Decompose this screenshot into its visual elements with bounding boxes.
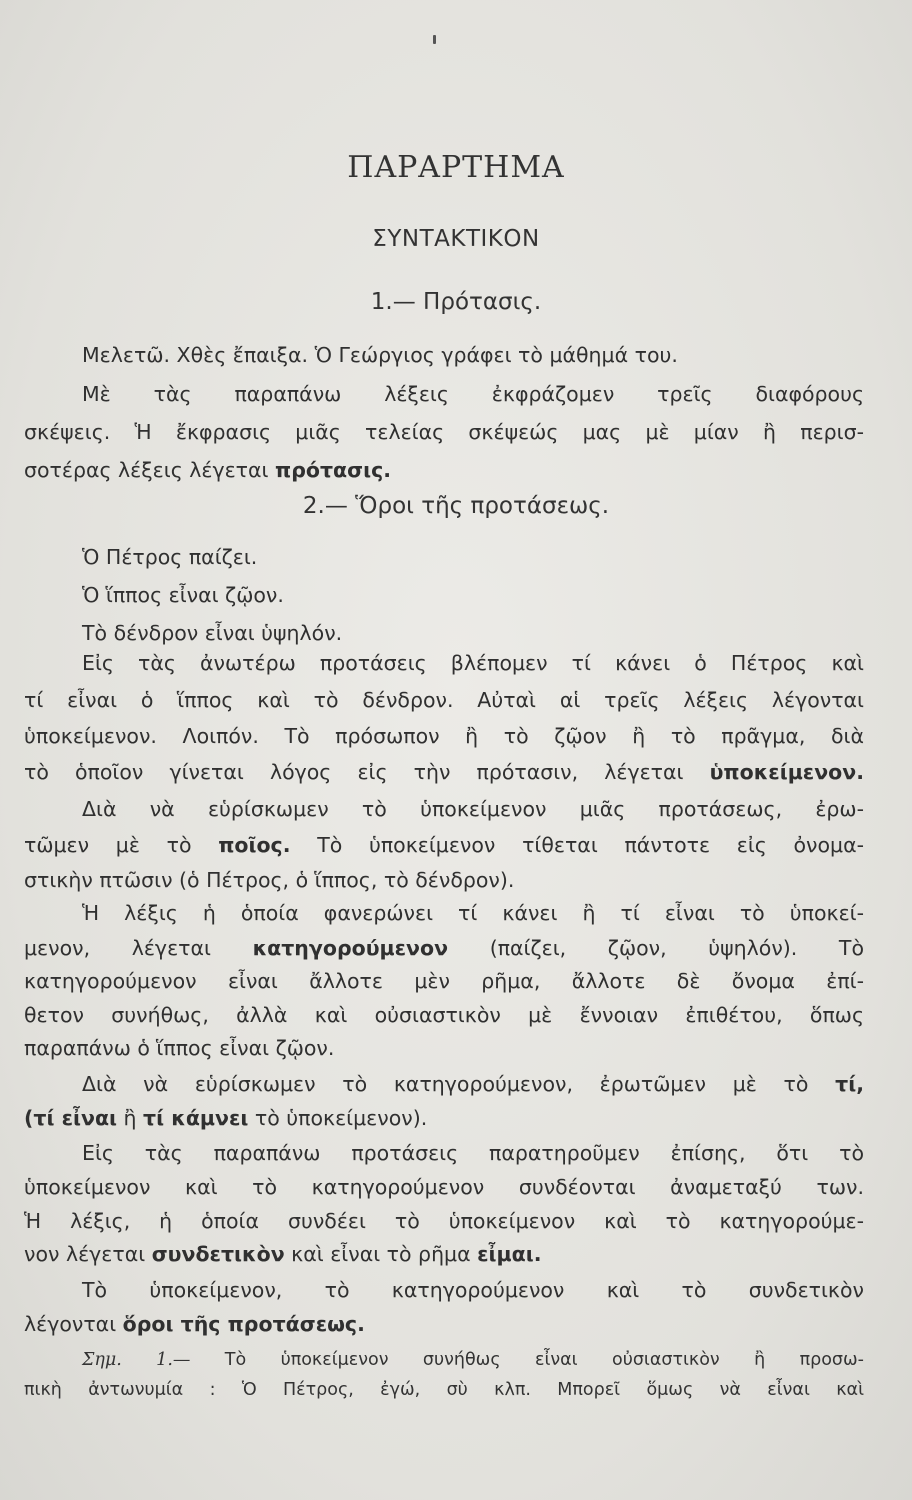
page-subtitle: ΣΥΝΤΑΚΤΙΚΟΝ xyxy=(372,226,540,252)
text-line: Εἰς τὰς ἀνωτέρω προτάσεις βλέπομεν τί κάνει ὁ Πέτρος καὶ xyxy=(82,651,864,675)
text-line: (τί εἶναι ἢ τί κάμνει τὸ ὑποκείμενον). xyxy=(24,1106,428,1130)
text-line: σκέψεις. Ἡ ἔκφρασις μιᾶς τελείας σκέψεώς μας μὲ μίαν ἢ περισ- xyxy=(24,420,864,444)
term-poios: ποῖος. xyxy=(218,833,291,857)
example-line: Ὁ ἵππος εἶναι ζῷον. xyxy=(82,583,284,607)
text-line: Εἰς τὰς παραπάνω προτάσεις παρατηροῦμεν ἐπίσης, ὅτι τὸ xyxy=(82,1141,864,1165)
text-line: Μελετῶ. Χθὲς ἔπαιξα. Ὁ Γεώργιος γράφει τὸ μάθημά του. xyxy=(82,343,678,367)
example-line: Τὸ δένδρον εἶναι ὑψηλόν. xyxy=(82,621,343,645)
text-line: Διὰ νὰ εὑρίσκωμεν τὸ κατηγορούμενον, ἐρωτῶμεν μὲ τὸ τί, xyxy=(82,1072,864,1096)
term-ypokeimenon: ὑποκείμενον. xyxy=(709,760,864,784)
text-line: μενον, λέγεται κατηγορούμενον (παίζει, ζῷον, ὑψηλόν). Τὸ xyxy=(24,936,864,960)
example-line: Ὁ Πέτρος παίζει. xyxy=(82,545,258,569)
text-line: νον λέγεται συνδετικὸν καὶ εἶναι τὸ ρῆμα εἶμαι. xyxy=(24,1242,542,1266)
text-line: τῶμεν μὲ τὸ ποῖος. Τὸ ὑποκείμενον τίθεται πάντοτε εἰς ὀνομα- xyxy=(24,833,865,857)
term-katigoroumenon: κατηγορούμενον xyxy=(252,936,449,960)
text-line: Ἡ λέξις ἡ ὁποία φανερώνει τί κάνει ἢ τί εἶναι τὸ ὑποκεί- xyxy=(82,901,864,925)
text-line: Διὰ νὰ εὑρίσκωμεν τὸ ὑποκείμενον μιᾶς προτάσεως, ἐρω- xyxy=(82,797,864,821)
text-line: ὑποκείμενον καὶ τὸ κατηγορούμενον συνδέονται ἀναμεταξύ των. xyxy=(24,1175,864,1199)
text-line: τί εἶναι ὁ ἵππος καὶ τὸ δένδρον. Αὐταὶ αἱ τρεῖς λέξεις λέγονται xyxy=(24,688,864,712)
ink-speck xyxy=(433,35,436,44)
text-line: θετον συνήθως, ἀλλὰ καὶ οὐσιαστικὸν μὲ ἔννοιαν ἐπιθέτου, ὅπως xyxy=(24,1003,864,1027)
text-line: κατηγορούμενον εἶναι ἄλλοτε μὲν ρῆμα, ἄλλοτε δὲ ὄνομα ἐπί- xyxy=(24,969,864,993)
text-line: λέγονται ὅροι τῆς προτάσεως. xyxy=(24,1312,365,1336)
term-oroi-protaseos: ὅροι τῆς προτάσεως. xyxy=(122,1312,365,1336)
text-line: στικὴν πτῶσιν (ὁ Πέτρος, ὁ ἵππος, τὸ δένδρον). xyxy=(24,868,515,892)
text-line: ὑποκείμενον. Λοιπόν. Τὸ πρόσωπον ἢ τὸ ζῷον ἢ τὸ πρᾶγμα, διὰ xyxy=(24,724,864,748)
term-protasis: πρότασις. xyxy=(274,458,392,482)
page-title: ΠΑΡΑΡΤΗΜΑ xyxy=(347,150,565,185)
term-syndetikon: συνδετικὸν xyxy=(151,1242,285,1266)
text-line: Ἡ λέξις, ἡ ὁποία συνδέει τὸ ὑποκείμενον καὶ τὸ κατηγορούμε- xyxy=(24,1209,864,1233)
text-line: Μὲ τὰς παραπάνω λέξεις ἐκφράζομεν τρεῖς διαφόρους xyxy=(82,382,864,406)
section-heading-protasis: 1.— Πρότασις. xyxy=(370,289,542,315)
text-line: τὸ ὁποῖον γίνεται λόγος εἰς τὴν πρότασιν, λέγεται ὑποκείμενον. xyxy=(24,760,864,784)
text-line: Τὸ ὑποκείμενον, τὸ κατηγορούμενον καὶ τὸ συνδετικὸν xyxy=(82,1278,864,1302)
footnote-line: πικὴ ἀντωνυμία : Ὁ Πέτρος, ἐγώ, σὺ κλπ. Μπορεῖ ὅμως νὰ εἶναι καὶ xyxy=(24,1380,864,1400)
text-line: σοτέρας λέξεις λέγεται πρότασις. xyxy=(24,458,392,482)
term-eimai: εἶμαι. xyxy=(477,1242,542,1266)
footnote-line: Σημ. 1.— Τὸ ὑποκείμενον συνήθως εἶναι οὐσιαστικὸν ἢ προσω- xyxy=(82,1350,864,1370)
section-heading-oroi: 2.— Ὅροι τῆς προτάσεως. xyxy=(302,493,610,519)
text-line: παραπάνω ὁ ἵππος εἶναι ζῷον. xyxy=(24,1036,335,1060)
footnote-label: Σημ. 1.— xyxy=(82,1350,191,1370)
term-ti: τί, xyxy=(835,1072,864,1096)
